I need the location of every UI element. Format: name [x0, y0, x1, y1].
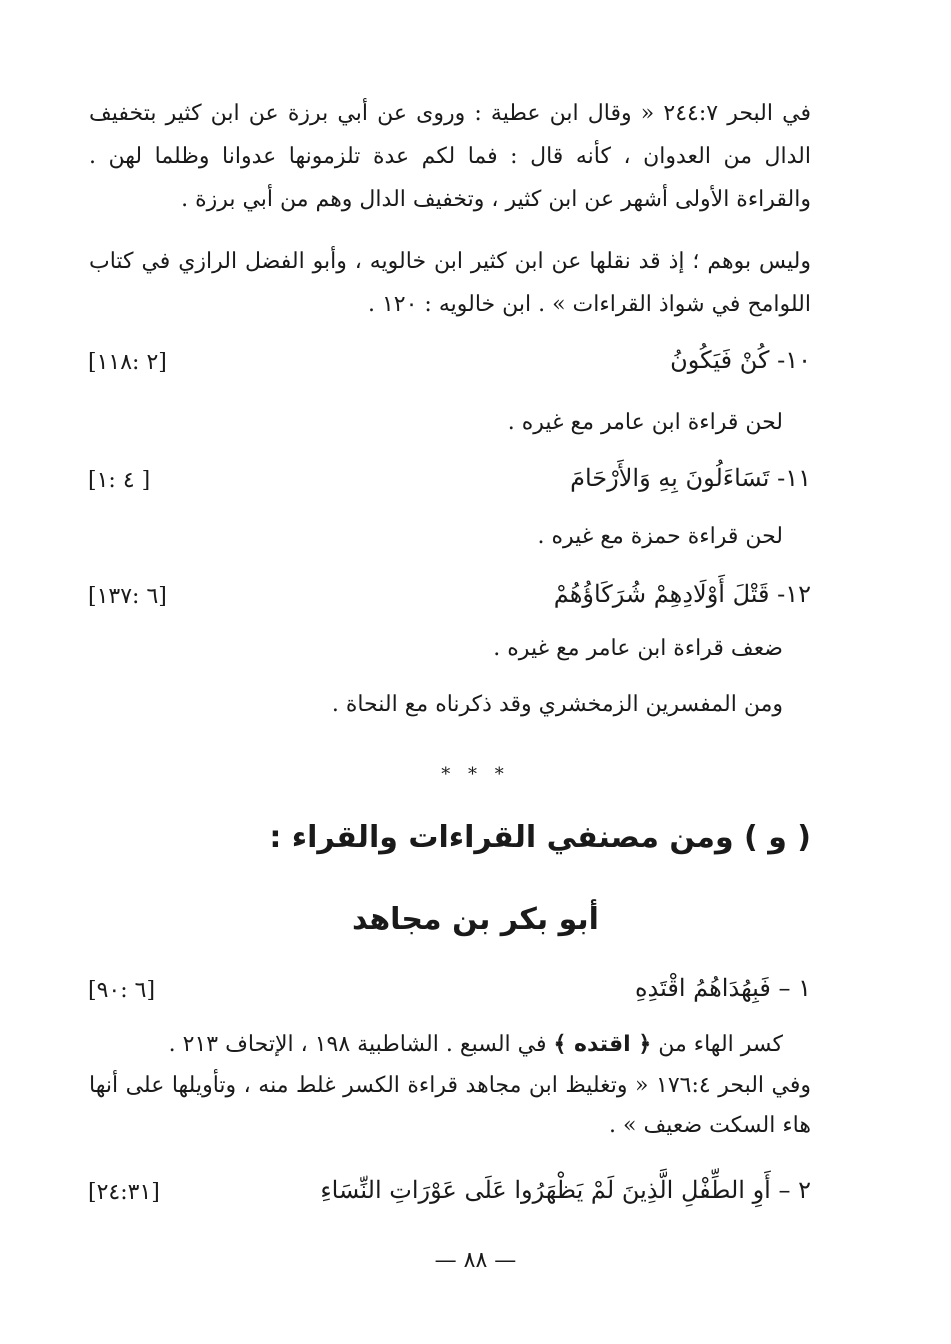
- verse-item-11: ١١- تَسَاءَلُونَ بِهِ وَالأَرْحَامَ: [570, 464, 811, 492]
- verse-ref-b2: [٢٤:٣١]: [88, 1180, 160, 1205]
- note-line-1: [169, 1030, 783, 1060]
- comment-item-10: لحن قراءة ابن عامر مع غيره .: [507, 410, 783, 435]
- note-keyword: ﴿ اقتده ﴾: [553, 1032, 652, 1057]
- author-heading: أبو بكر بن مجاهد: [352, 902, 599, 937]
- section-heading: ( و ) ومن مصنفي القراءات والقراء :: [269, 820, 811, 855]
- verse-ref-b1: [٦ :٩٠]: [88, 978, 156, 1003]
- verse-item-10: ١٠- كُنْ فَيَكُونُ: [670, 346, 811, 374]
- closing-line: ومن المفسرين الزمخشري وقد ذكرناه مع النحاة .: [331, 692, 783, 717]
- verse-ref-12: [٦ :١٣٧]: [88, 584, 167, 609]
- intro-paragraph-2: وليس بوهم ؛ إذ قد نقلها عن ابن كثير ابن خالويه ، وأبو الفضل الرازي في كتاب اللوامح في شواذ القراءات » . ابن خالويه : ١٢٠ .: [89, 249, 811, 317]
- note-paragraph-2: وفي البحر ١٧٦:٤ « وتغليظ ابن مجاهد قراءة الكسر غلط منه ، وتأويلها على أنها هاء السكت ضعيف » .: [89, 1073, 812, 1138]
- comment-item-11: لحن قراءة حمزة مع غيره .: [537, 524, 783, 549]
- intro-paragraph-1: في البحر ٢٤٤:٧ « وقال ابن عطية : وروى عن أبي برزة عن ابن كثير بتخفيف الدال من العدوان ، كأنه قال : فما لكم عدة تلزمونها عدوانا وظلما لهن . والقراءة الأولى أشهر عن ابن كثير ، وتخفيف الدال وهم من أبي برزة .: [89, 101, 811, 212]
- verse-item-12: ١٢- قَتْلَ أَوْلَادِهِمْ شُرَكَاؤُهُمْ: [553, 580, 811, 608]
- section-separator: * * *: [441, 764, 510, 785]
- comment-item-12: ضعف قراءة ابن عامر مع غيره .: [493, 636, 783, 661]
- note-line-1-before: كسر الهاء من: [658, 1032, 783, 1057]
- note-line-1-after: في السبع . الشاطبية ١٩٨ ، الإتحاف ٢١٣ .: [168, 1032, 547, 1057]
- verse-ref-10: [٢ :١١٨]: [88, 350, 167, 375]
- verse-item-b2: ٢ – أَوِ الطِّفْلِ الَّذِينَ لَمْ يَظْهَرُوا عَلَى عَوْرَاتِ النِّسَاءِ: [320, 1176, 811, 1204]
- verse-ref-11: [٤ :١ ]: [88, 468, 151, 493]
- page-number: — ٨٨ —: [434, 1248, 517, 1273]
- verse-item-b1: ١ – فَبِهُدَاهُمُ اقْتَدِهِ: [634, 974, 811, 1002]
